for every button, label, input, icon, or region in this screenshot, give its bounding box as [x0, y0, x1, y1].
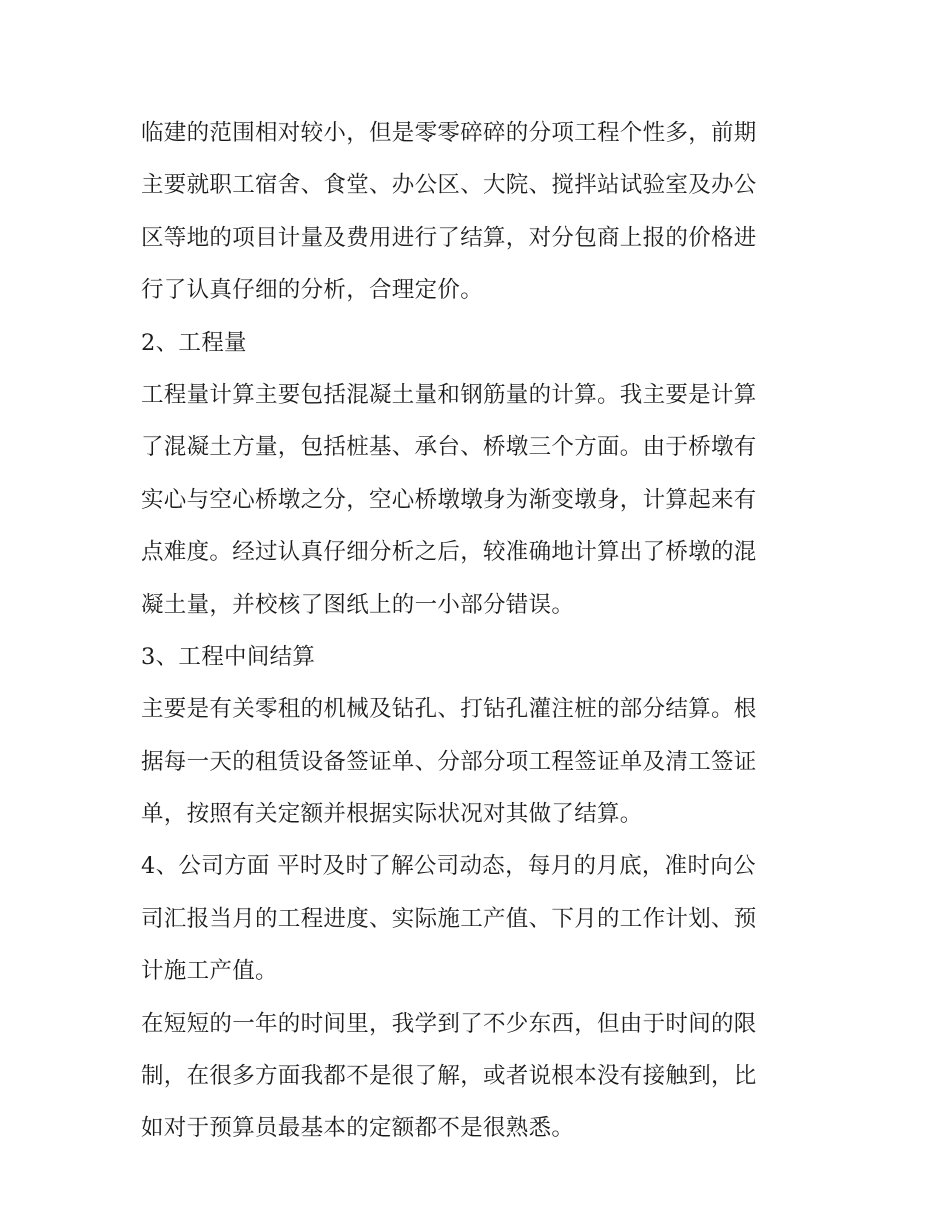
text-line: 实心与空心桥墩之分，空心桥墩墩身为渐变墩身，计算起来有: [141, 486, 757, 513]
text-line: 临建的范围相对较小，但是零零碎碎的分项工程个性多，前期: [141, 120, 757, 146]
text-line: 行了认真仔细的分析，合理定价。: [141, 277, 484, 304]
text-line: 工程量计算主要包括混凝土量和钢筋量的计算。我主要是计算: [141, 381, 757, 408]
text-line: 了混凝土方量，包括桩基、承台、桥墩三个方面。由于桥墩有: [141, 434, 757, 461]
text-line: 司汇报当月的工程进度、实际施工产值、下月的工作计划、预: [141, 905, 757, 932]
text-line: 单，按照有关定额并根据实际状况对其做了结算。: [141, 801, 643, 828]
text-line: 在短短的一年的时间里，我学到了不少东西，但由于时间的限: [141, 1010, 757, 1037]
text-line: 如对于预算员最基本的定额都不是很熟悉。: [141, 1115, 575, 1142]
text-line: 点难度。经过认真仔细分析之后，较准确地计算出了桥墩的混: [141, 539, 757, 566]
section-heading: 3、工程中间结算: [141, 643, 316, 670]
text-line: 主要是有关零租的机械及钻孔、打钻孔灌注桩的部分结算。根: [141, 696, 757, 723]
text-line: 制，在很多方面我都不是很了解，或者说根本没有接触到，比: [141, 1063, 757, 1090]
text-line: 据每一天的租赁设备签证单、分部分项工程签证单及清工签证: [141, 748, 757, 775]
text-line: 凝土量，并校核了图纸上的一小部分错误。: [141, 591, 575, 618]
section-heading: 2、工程量: [141, 329, 247, 356]
document-body: [141, 107, 821, 1155]
text-line: 区等地的项目计量及费用进行了结算，对分包商上报的价格进: [141, 224, 757, 251]
section-heading: 4、公司方面 平时及时了解公司动态，每月的月底，准时向公: [141, 853, 756, 880]
text-line: 主要就职工宿舍、食堂、办公区、大院、搅拌站试验室及办公: [141, 172, 757, 199]
text-line: 计施工产值。: [141, 958, 278, 985]
